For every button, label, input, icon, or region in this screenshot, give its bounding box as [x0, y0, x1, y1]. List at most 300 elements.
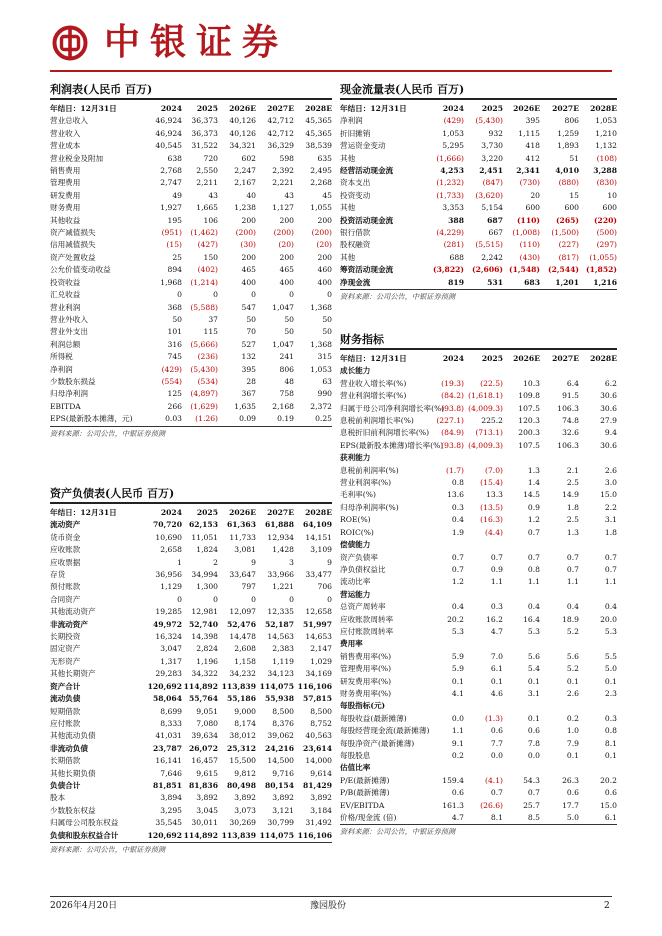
table-row [50, 140, 332, 152]
header-year-cell: 2028E [590, 354, 617, 363]
value-cell: (5,588) [190, 302, 218, 312]
value-cell: (297) [596, 240, 617, 250]
value-cell: 33,647 [229, 570, 256, 580]
row-label: 股权融资 [340, 240, 371, 250]
value-cell: 9,000 [234, 706, 256, 716]
value-cell: 3,081 [234, 545, 256, 555]
value-cell: (15) [166, 240, 182, 250]
value-cell: 81,836 [188, 780, 218, 790]
value-cell: (713.1) [475, 428, 503, 438]
table-row [50, 805, 332, 817]
table-row [340, 153, 617, 165]
value-cell: 0.4 [451, 602, 464, 612]
table-row [340, 800, 617, 812]
value-cell: 527 [241, 339, 256, 349]
value-cell: 4.7 [451, 813, 464, 823]
value-cell: 31,522 [191, 141, 218, 151]
value-cell: 7,080 [196, 718, 218, 728]
value-cell: 50 [246, 314, 256, 324]
value-cell: 706 [317, 582, 332, 592]
row-label: 估值比率 [340, 763, 371, 773]
row-label: 营业外支出 [50, 327, 88, 337]
value-cell: 0.8 [451, 478, 464, 488]
value-cell: 5.4 [527, 664, 540, 674]
value-cell: 720 [203, 153, 218, 163]
value-cell: (16.3) [480, 515, 503, 525]
value-cell: 0.1 [604, 751, 617, 760]
value-cell: 29,283 [155, 669, 182, 679]
value-cell: 200 [241, 215, 256, 225]
table-row [50, 718, 332, 730]
value-cell: 113,839 [221, 681, 256, 691]
table-row [50, 780, 332, 792]
value-cell: 1,259 [557, 128, 579, 138]
row-label: EPS(最新股本摊薄)增长率(%) [340, 440, 444, 450]
table-row [50, 239, 332, 251]
value-cell: 1.8 [604, 527, 617, 537]
header-year-cell: 2026E [229, 508, 256, 517]
header-label-cell: 年结日：12月31日 [50, 508, 117, 517]
value-cell: 200.3 [518, 428, 540, 438]
value-cell: 150 [203, 252, 218, 262]
table-row [50, 581, 332, 593]
row-label: 固定资产 [50, 644, 81, 654]
value-cell: (429) [443, 116, 464, 126]
table-row [340, 676, 617, 688]
row-label: 资产减值损失 [50, 228, 96, 238]
value-cell: (817) [558, 252, 579, 262]
value-cell: 0.6 [490, 726, 503, 736]
table-row [50, 302, 332, 314]
value-cell: 1.0 [566, 726, 579, 736]
value-cell: 7,646 [160, 768, 182, 778]
row-label: 货币资金 [50, 532, 81, 542]
value-cell: 7.8 [527, 738, 540, 748]
row-label: 营业外收入 [50, 314, 88, 324]
row-label: 无形资产 [50, 656, 81, 666]
table-row [340, 514, 617, 526]
value-cell: 0 [327, 594, 332, 604]
value-cell: 400 [279, 277, 294, 287]
row-label: 归属母公司股东权益 [50, 818, 119, 828]
value-cell: 114,892 [183, 681, 218, 691]
value-cell: 5.3 [451, 626, 464, 636]
table-row [50, 177, 332, 189]
value-cell: 2,341 [516, 166, 540, 176]
value-cell: 638 [167, 153, 182, 163]
value-cell: 50 [172, 314, 182, 324]
value-cell: 266 [167, 401, 182, 411]
value-cell: 50 [284, 327, 294, 337]
value-cell: 9.4 [604, 428, 617, 438]
value-cell: 3,184 [310, 805, 332, 815]
value-cell: 1,428 [272, 545, 294, 555]
value-cell: 120,692 [147, 681, 182, 691]
row-label: 归母净利润 [50, 389, 88, 399]
value-cell: 20.0 [600, 614, 617, 624]
table-row [50, 326, 332, 338]
row-label: 其他长期负债 [50, 768, 96, 778]
value-cell: 46,924 [155, 128, 182, 138]
value-cell: 132 [241, 352, 256, 362]
value-cell: 54.3 [523, 775, 540, 785]
row-label: 预付账款 [50, 582, 81, 592]
value-cell: 43 [208, 190, 218, 200]
value-cell: 114,075 [259, 830, 294, 840]
value-cell: 2,383 [272, 644, 294, 654]
value-cell: 5.3 [527, 626, 540, 636]
value-cell: (227) [558, 240, 579, 250]
value-cell: 62,153 [188, 520, 218, 530]
row-label: 信用减值损失 [50, 240, 96, 250]
value-cell: 13.3 [486, 490, 503, 500]
value-cell: 0.1 [490, 676, 503, 686]
table-row [340, 252, 617, 264]
value-cell: 0.03 [165, 414, 182, 424]
value-cell: 4,010 [555, 166, 579, 176]
row-label: 毛利率(%) [340, 490, 376, 500]
value-cell: 0.1 [604, 676, 617, 686]
value-cell: 34,994 [191, 570, 218, 580]
value-cell: 41,031 [155, 731, 182, 741]
value-cell: 51,997 [302, 619, 332, 629]
value-cell: 1,317 [160, 656, 182, 666]
value-cell: 1.1 [566, 577, 579, 587]
value-cell: 1,893 [557, 141, 579, 151]
value-cell: 51 [569, 153, 579, 163]
value-cell: 758 [279, 389, 294, 399]
section-heading-row [340, 539, 617, 551]
value-cell: 16.2 [486, 614, 503, 624]
table-row [50, 768, 332, 780]
table-row [340, 601, 617, 613]
value-cell: 5.6 [566, 651, 579, 661]
value-cell: 26.3 [562, 775, 579, 785]
value-cell: 806 [564, 116, 579, 126]
value-cell: 745 [167, 352, 182, 362]
value-cell: 31,492 [305, 818, 332, 828]
value-cell: 6.1 [604, 813, 617, 823]
value-cell: 2.2 [604, 502, 617, 512]
row-label: 获利能力 [340, 453, 371, 463]
value-cell: 1 [177, 557, 182, 567]
value-cell: 2,392 [272, 166, 294, 176]
header-year-cell: 2028E [590, 104, 617, 113]
table-row [50, 668, 332, 680]
value-cell: 1.4 [527, 478, 540, 488]
table-row [340, 502, 617, 514]
table-row [340, 688, 617, 700]
value-cell: 1.3 [527, 465, 540, 475]
value-cell: (430) [519, 252, 540, 262]
value-cell: 6.2 [604, 378, 617, 388]
value-cell: (4,897) [190, 389, 218, 399]
value-cell: 1,029 [310, 656, 332, 666]
table-row [340, 626, 617, 638]
value-cell: 120.3 [518, 416, 540, 426]
row-label: 息税前利润率(%) [340, 465, 399, 475]
value-cell: 101 [167, 327, 182, 337]
row-label: 其他 [340, 252, 356, 262]
table-row [50, 202, 332, 214]
financial-ratios-table [340, 353, 617, 824]
table-row [50, 351, 332, 363]
row-label: 应收票据 [50, 557, 81, 567]
value-cell: 8,752 [310, 718, 332, 728]
value-cell: 0.1 [566, 751, 579, 760]
row-label: 非流动负债 [50, 743, 88, 753]
header-label-cell: 年结日：12月31日 [340, 104, 407, 113]
row-label: 资产处置收益 [50, 252, 96, 262]
value-cell: 0 [213, 594, 218, 604]
row-label: 资产负债率 [340, 552, 378, 562]
row-label: 价格/现金流 (倍) [340, 813, 397, 823]
value-cell: 0.7 [490, 552, 503, 562]
table-row [340, 215, 617, 227]
row-label: 流动负债 [50, 694, 81, 704]
table-row [50, 227, 332, 239]
header-year-cell: 2028E [305, 104, 332, 113]
row-label: 合同资产 [50, 594, 81, 604]
value-cell: 3,892 [310, 793, 332, 803]
table-row [50, 730, 332, 742]
value-cell: 932 [488, 128, 503, 138]
value-cell: (5,666) [190, 339, 218, 349]
value-cell: 14,653 [305, 632, 332, 642]
value-cell: (880) [558, 178, 579, 188]
value-cell: 395 [241, 364, 256, 374]
value-cell: 2,167 [234, 178, 256, 188]
balance-source-note: 资料来源：公司公告，中银证券预测 [50, 844, 166, 854]
header-year-cell: 2025 [196, 508, 218, 517]
value-cell: 0.25 [315, 414, 332, 424]
value-cell: 241 [279, 352, 294, 362]
income-statement-section [50, 82, 332, 440]
value-cell: 806 [279, 364, 294, 374]
table-row [340, 128, 617, 140]
value-cell: 395 [525, 116, 540, 126]
value-cell: 1.1 [451, 726, 464, 736]
table-row [50, 413, 332, 425]
value-cell: 600 [602, 203, 617, 213]
value-cell: (951) [161, 228, 182, 238]
value-cell: 2,658 [160, 545, 182, 555]
value-cell: (4,229) [436, 228, 464, 238]
row-label: 管理费用率(%) [340, 664, 392, 674]
value-cell: 1,238 [234, 203, 256, 213]
value-cell: 5.0 [604, 664, 617, 674]
table-row [340, 564, 617, 576]
balance-sheet-section [50, 486, 332, 856]
value-cell: 70,720 [152, 520, 182, 530]
value-cell: 45,365 [305, 116, 332, 126]
value-cell: 113,839 [221, 830, 256, 840]
value-cell: 0.7 [490, 788, 503, 798]
value-cell: 0.6 [604, 788, 617, 798]
value-cell: 3,892 [196, 793, 218, 803]
value-cell: (1,629) [190, 401, 218, 411]
table-row [50, 264, 332, 276]
value-cell: 9,051 [196, 706, 218, 716]
value-cell: (15.4) [480, 478, 503, 488]
cash-flow-section [340, 82, 617, 303]
value-cell: (5,430) [475, 116, 503, 126]
value-cell: (500) [596, 228, 617, 238]
value-cell: 1,053 [442, 128, 464, 138]
table-row [340, 787, 617, 799]
value-cell: 1,115 [518, 128, 540, 138]
row-label: 汇兑收益 [50, 290, 81, 300]
value-cell: 46,924 [155, 116, 182, 126]
value-cell: 3,892 [234, 793, 256, 803]
section-heading-row [340, 638, 617, 650]
value-cell: 0.9 [490, 564, 503, 574]
value-cell: 0.8 [604, 726, 617, 736]
value-cell: 0.3 [490, 602, 503, 612]
row-label: 负债和股东权益合计 [50, 830, 119, 840]
value-cell: 2,747 [160, 178, 182, 188]
table-row [340, 812, 617, 824]
balance-sheet-title: 资产负债表(人民币 百万) [50, 487, 175, 500]
row-label: 其他流动负债 [50, 731, 96, 741]
value-cell: (5,515) [475, 240, 503, 250]
value-cell: 1,158 [234, 656, 256, 666]
value-cell: 0.2 [451, 751, 464, 760]
row-label: 息税折旧前利润增长率(%) [340, 428, 430, 438]
value-cell: 0 [289, 290, 294, 300]
value-cell: 80,498 [226, 780, 256, 790]
row-label: 营业收入增长率(%) [340, 378, 407, 388]
row-label: 研发费用率(%) [340, 676, 392, 686]
value-cell: 48 [284, 376, 294, 386]
value-cell: 1.1 [604, 577, 617, 587]
value-cell: 418 [525, 141, 540, 151]
value-cell: 2.3 [604, 688, 617, 698]
table-row [340, 140, 617, 152]
value-cell: 25.7 [523, 800, 540, 810]
table-row [50, 681, 332, 693]
value-cell: 1,047 [272, 302, 294, 312]
value-cell: 40,126 [229, 128, 256, 138]
value-cell: 28 [246, 376, 256, 386]
value-cell: 23,787 [152, 743, 182, 753]
cash-flow-source-note: 资料来源：公司公告，中银证券预测 [340, 292, 456, 302]
value-cell: (265) [555, 215, 579, 225]
value-cell: (1,852) [586, 265, 617, 275]
value-cell: 45,365 [305, 128, 332, 138]
value-cell: 819 [448, 277, 464, 287]
table-row [340, 403, 617, 415]
value-cell: 0.1 [527, 713, 540, 723]
value-cell: 200 [279, 215, 294, 225]
row-label: 资本支出 [340, 178, 371, 188]
value-cell: 0.0 [451, 713, 464, 723]
value-cell: 34,123 [267, 669, 294, 679]
header-year-cell: 2027E [267, 104, 294, 113]
table-row [50, 339, 332, 351]
row-label: 费用率 [340, 639, 363, 649]
value-cell: 15,500 [229, 756, 256, 766]
value-cell: (84.2) [441, 391, 464, 401]
value-cell: 36,373 [191, 128, 218, 138]
row-label: 管理费用 [50, 178, 81, 188]
value-cell: 64,109 [302, 520, 332, 530]
value-cell: (1,500) [551, 228, 579, 238]
section-heading-row [340, 589, 617, 601]
table-row [50, 376, 332, 388]
row-label: 息税前利润增长率(%) [340, 416, 414, 426]
value-cell: (108) [596, 153, 617, 163]
table-row [340, 427, 617, 439]
header-year-cell: 2027E [552, 354, 579, 363]
value-cell: (1.3) [484, 713, 503, 723]
value-cell: 34,232 [229, 669, 256, 679]
value-cell: 0.1 [566, 676, 579, 686]
row-label: 营业利润 [50, 302, 81, 312]
value-cell: 0.7 [527, 552, 540, 562]
value-cell: (1.7) [445, 465, 464, 475]
value-cell: 3,121 [272, 805, 294, 815]
table-row [50, 743, 332, 755]
value-cell: 2,242 [481, 252, 503, 262]
row-label: 成长能力 [340, 366, 371, 376]
value-cell: 8,500 [310, 706, 332, 716]
value-cell: 9 [327, 557, 332, 567]
value-cell: 9,615 [196, 768, 218, 778]
table-row [340, 713, 617, 725]
value-cell: 5.2 [566, 626, 579, 636]
table-row [340, 663, 617, 675]
row-label: 其他收益 [50, 215, 81, 225]
value-cell: 0 [177, 594, 182, 604]
value-cell: 2,372 [310, 401, 332, 411]
value-cell: 74.8 [562, 416, 579, 426]
row-label: 资产合计 [50, 681, 81, 691]
value-cell: 3,288 [593, 166, 617, 176]
footer-company: 豫园股份 [310, 901, 347, 911]
value-cell: (19.3) [441, 378, 464, 388]
value-cell: (30) [240, 240, 256, 250]
value-cell: 2 [213, 557, 218, 567]
value-cell: (830) [596, 178, 617, 188]
value-cell: 0 [327, 290, 332, 300]
table-row [340, 115, 617, 127]
value-cell: (1,666) [436, 153, 464, 163]
value-cell: 23,614 [302, 743, 332, 753]
value-cell: 797 [241, 582, 256, 592]
value-cell: 107.5 [518, 440, 540, 450]
value-cell: 13.6 [447, 490, 464, 500]
row-label: 每股收益(最新摊薄) [340, 713, 407, 723]
value-cell: 0.1 [451, 676, 464, 686]
value-cell: 3.1 [604, 515, 617, 525]
value-cell: 32.6 [562, 428, 579, 438]
table-row [340, 614, 617, 626]
value-cell: 0.1 [527, 676, 540, 686]
header-year-cell: 2024 [160, 508, 182, 517]
table-row [50, 619, 332, 631]
row-label: 每股净资产(最新摊薄) [340, 738, 415, 748]
value-cell: 15 [569, 190, 579, 200]
value-cell: 6.1 [490, 664, 503, 674]
value-cell: 1,824 [196, 545, 218, 555]
header-year-cell: 2028E [305, 508, 332, 517]
value-cell: (4.1) [484, 775, 503, 785]
table-row [50, 215, 332, 227]
value-cell: 3 [289, 557, 294, 567]
value-cell: 106 [203, 215, 218, 225]
value-cell: 0.6 [451, 788, 464, 798]
